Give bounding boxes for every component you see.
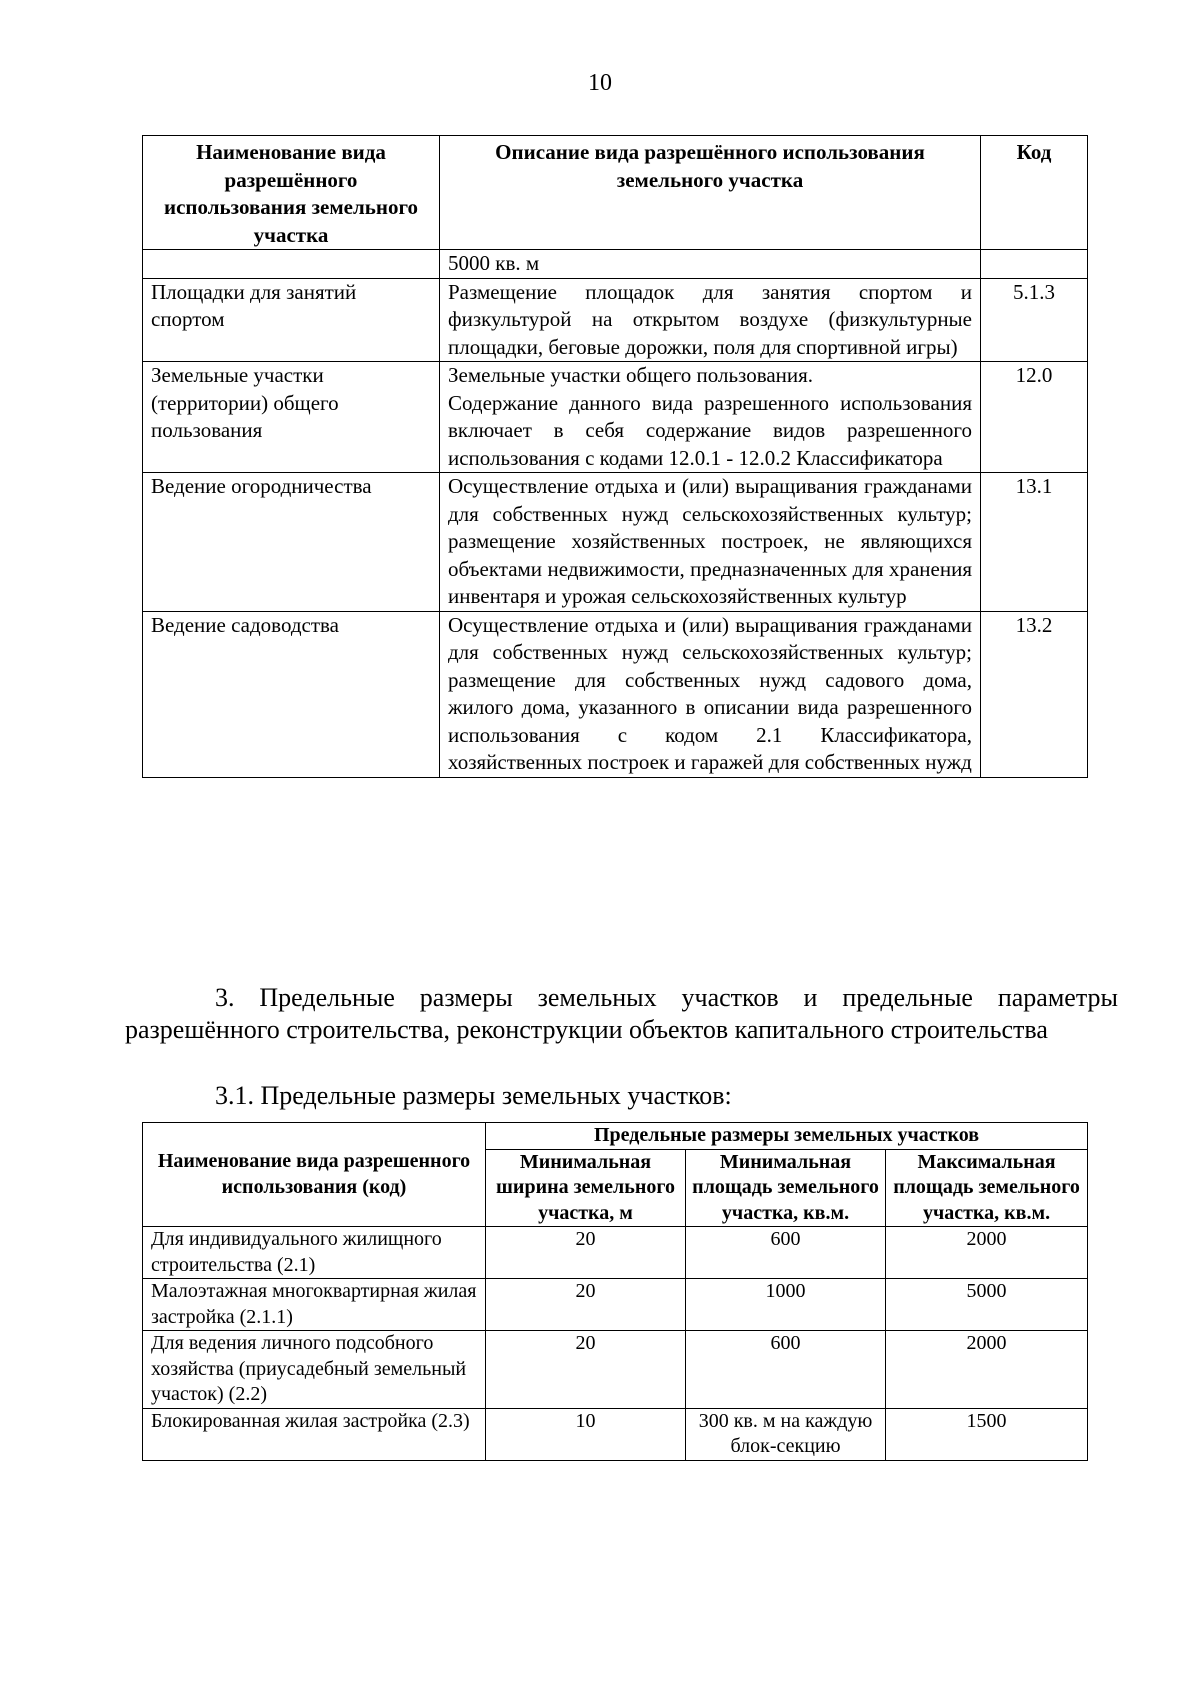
- table-row: [143, 1227, 1088, 1279]
- cell-min-width: 10: [486, 1408, 686, 1460]
- page-number: 10: [588, 70, 612, 96]
- header-name: Наименование вида разрешенного использования (код): [143, 1123, 486, 1227]
- cell-code: [981, 250, 1088, 279]
- table-row: [143, 473, 1088, 612]
- table-header-row: [143, 1123, 1088, 1150]
- cell-description: 5000 кв. м: [440, 250, 981, 279]
- cell-min-area: 600: [686, 1227, 886, 1279]
- description-line: Земельные участки общего пользования.: [448, 363, 814, 387]
- cell-min-width: 20: [486, 1331, 686, 1409]
- section-3-heading: 3. Предельные размеры земельных участков и предельные параметры разрешённого строительства, реконструкции объектов капитального строительства: [125, 983, 1118, 1044]
- header-name: Наименование вида разрешённого использования земельного участка: [143, 136, 440, 250]
- cell-name: Для индивидуального жилищного строительства (2.1): [143, 1227, 486, 1279]
- table-row: [143, 1408, 1088, 1460]
- cell-name: Для ведения личного подсобного хозяйства (приусадебный земельный участок) (2.2): [143, 1331, 486, 1409]
- section-3-1-heading: 3.1. Предельные размеры земельных участков:: [215, 1081, 732, 1110]
- land-use-types-table: [142, 135, 1088, 778]
- header-min-width: Минимальная ширина земельного участка, м: [486, 1149, 686, 1227]
- header-group: Предельные размеры земельных участков: [486, 1123, 1088, 1150]
- cell-max-area: 2000: [886, 1227, 1088, 1279]
- header-description: Описание вида разрешённого использования земельного участка: [440, 136, 981, 250]
- cell-max-area: 2000: [886, 1331, 1088, 1409]
- cell-description: Размещение площадок для занятия спортом и физкультурой на открытом воздухе (физкультурные площадки, беговые дорожки, поля для спортивной игры): [440, 278, 981, 362]
- cell-name: Малоэтажная многоквартирная жилая застройка (2.1.1): [143, 1279, 486, 1331]
- table-row: [143, 278, 1088, 362]
- cell-code: 5.1.3: [981, 278, 1088, 362]
- header-code: Код: [981, 136, 1088, 250]
- header-max-area: Максимальная площадь земельного участка, кв.м.: [886, 1149, 1088, 1227]
- cell-name: [143, 250, 440, 279]
- cell-code: 12.0: [981, 362, 1088, 473]
- cell-name: Земельные участки (территории) общего пользования: [143, 362, 440, 473]
- cell-min-area: 1000: [686, 1279, 886, 1331]
- cell-code: 13.2: [981, 611, 1088, 777]
- cell-name: Ведение садоводства: [143, 611, 440, 777]
- cell-code: 13.1: [981, 473, 1088, 612]
- cell-description: Осуществление отдыха и (или) выращивания гражданами для собственных нужд сельскохозяйственных культур; размещение хозяйственных построек, не являющихся объектами недвижимости, предназначенных для хранения инвентаря и урожая сельскохозяйственных культур: [440, 473, 981, 612]
- cell-description: [440, 362, 981, 473]
- table-row-continuation: [143, 250, 1088, 279]
- cell-min-area: 300 кв. м на каждую блок-секцию: [686, 1408, 886, 1460]
- table-row: [143, 1279, 1088, 1331]
- cell-max-area: 5000: [886, 1279, 1088, 1331]
- table-row: [143, 1331, 1088, 1409]
- cell-description: Осуществление отдыха и (или) выращивания гражданами для собственных нужд сельскохозяйственных культур; размещение для собственных нужд садового дома, жилого дома, указанного в описании вида разрешенного использования с кодом 2.1 Классификатора, хозяйственных построек и гаражей для собственных нужд: [440, 611, 981, 777]
- cell-min-area: 600: [686, 1331, 886, 1409]
- description-line: Содержание данного вида разрешенного использования включает в себя содержание видов разрешенного использования с кодами 12.0.1 - 12.0.2 Классификатора: [448, 390, 972, 470]
- cell-max-area: 1500: [886, 1408, 1088, 1460]
- table-header-row: [143, 136, 1088, 250]
- table-row: [143, 362, 1088, 473]
- header-min-area: Минимальная площадь земельного участка, кв.м.: [686, 1149, 886, 1227]
- cell-min-width: 20: [486, 1227, 686, 1279]
- cell-min-width: 20: [486, 1279, 686, 1331]
- plot-size-limits-table: [142, 1122, 1088, 1461]
- cell-name: Блокированная жилая застройка (2.3): [143, 1408, 486, 1460]
- table-row: [143, 611, 1088, 777]
- cell-name: Ведение огородничества: [143, 473, 440, 612]
- cell-name: Площадки для занятий спортом: [143, 278, 440, 362]
